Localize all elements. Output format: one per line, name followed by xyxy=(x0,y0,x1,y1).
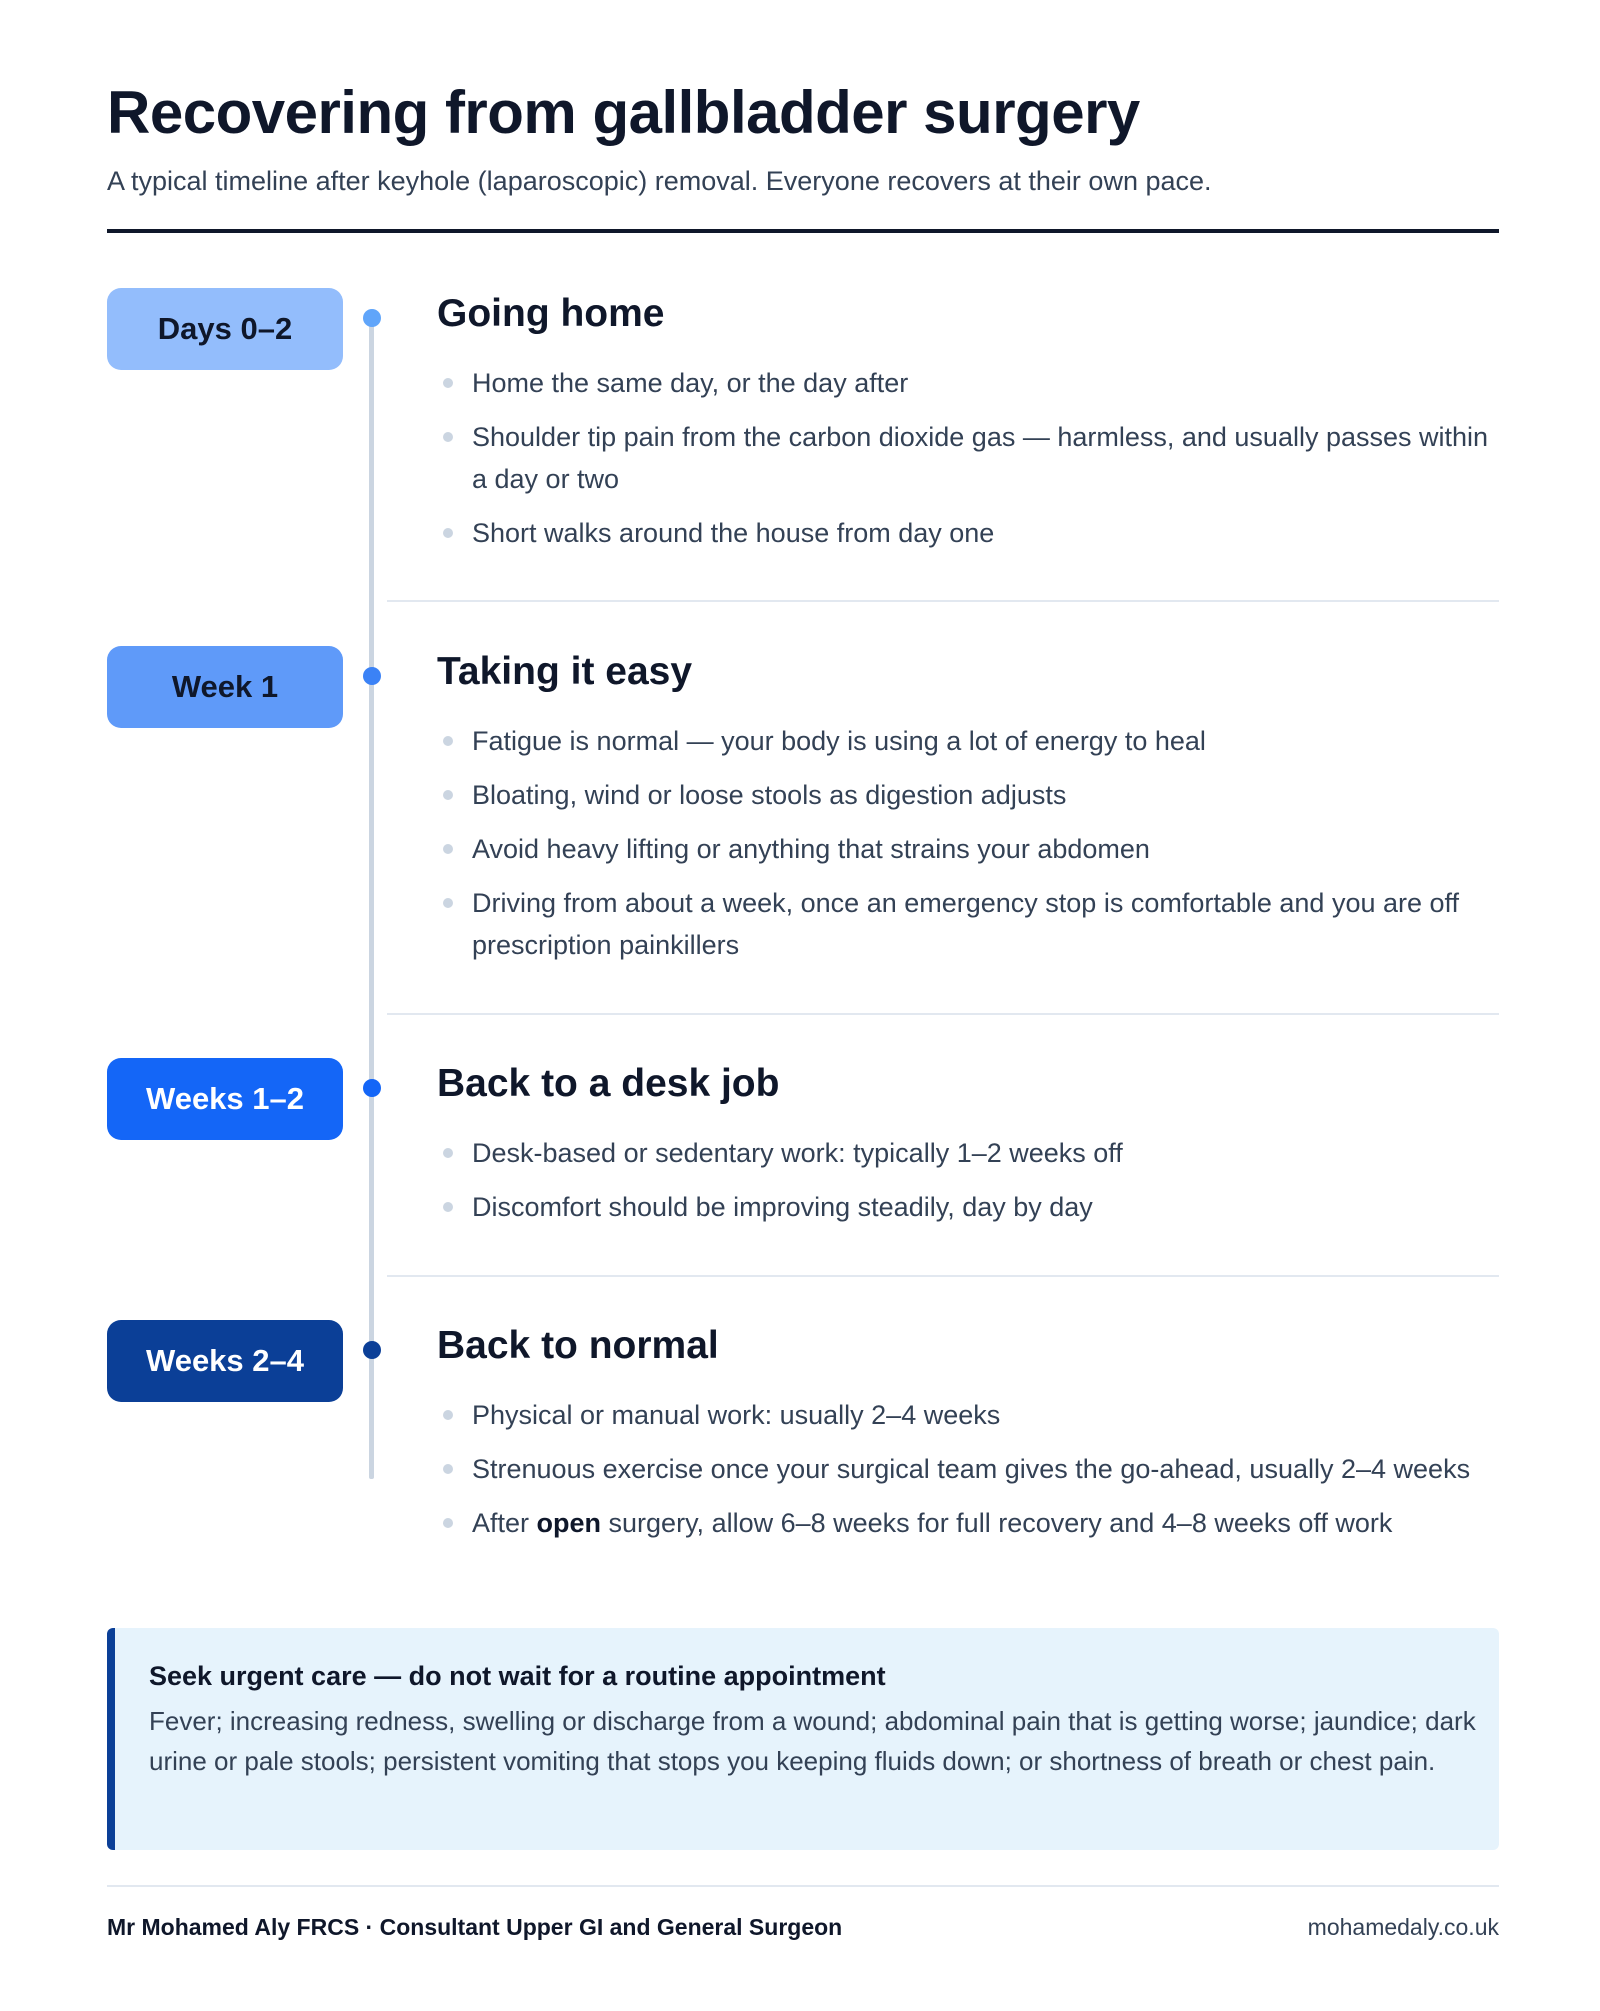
stage-badge: Weeks 2–4 xyxy=(107,1320,343,1402)
bullet-icon xyxy=(443,528,453,538)
stage-heading: Going home xyxy=(437,292,665,335)
bullet-icon xyxy=(443,378,453,388)
stage-heading: Back to normal xyxy=(437,1324,719,1367)
timeline-line xyxy=(369,317,374,1479)
urgent-care-callout xyxy=(107,1628,1499,1850)
stage-badge: Days 0–2 xyxy=(107,288,343,370)
bullet-text: Avoid heavy lifting or anything that strains your abdomen xyxy=(472,834,1150,864)
bullet-text: Discomfort should be improving steadily, day by day xyxy=(472,1192,1093,1222)
stage-heading: Taking it easy xyxy=(437,650,693,693)
bullet-icon xyxy=(443,736,453,746)
bullet-icon xyxy=(443,432,453,442)
timeline-dot xyxy=(363,1079,381,1097)
title-divider xyxy=(107,229,1499,233)
bullet-text-emphasis: open xyxy=(536,1508,602,1538)
bullet-text: Driving from about a week, once an emergency stop is comfortable and you are off prescription painkillers xyxy=(472,888,1460,960)
list-item xyxy=(437,416,1499,500)
stage-badge: Weeks 1–2 xyxy=(107,1058,343,1140)
stage-heading: Back to a desk job xyxy=(437,1062,780,1105)
bullet-icon xyxy=(443,790,453,800)
bullet-text: Bloating, wind or loose stools as digestion adjusts xyxy=(472,780,1067,810)
stage-bullet-list xyxy=(437,720,1499,978)
bullet-icon xyxy=(443,1518,453,1528)
bullet-icon xyxy=(443,898,453,908)
bullet-icon xyxy=(443,844,453,854)
list-item xyxy=(437,1448,1499,1490)
bullet-text: Shoulder tip pain from the carbon dioxide gas — harmless, and usually passes within a day or two xyxy=(472,422,1489,494)
page-subtitle: A typical timeline after keyhole (laparoscopic) removal. Everyone recovers at their own pace. xyxy=(107,166,1212,196)
bullet-text: Physical or manual work: usually 2–4 weeks xyxy=(472,1400,1001,1430)
bullet-text: Desk-based or sedentary work: typically 1–2 weeks off xyxy=(472,1138,1123,1168)
list-item xyxy=(437,512,1499,554)
bullet-icon xyxy=(443,1464,453,1474)
stage-bullet-list xyxy=(437,362,1499,566)
list-item xyxy=(437,1132,1499,1174)
footer-divider xyxy=(107,1885,1499,1887)
footer-author: Mr Mohamed Aly FRCS · Consultant Upper GI and General Surgeon xyxy=(107,1914,843,1940)
bullet-icon xyxy=(443,1148,453,1158)
list-item xyxy=(437,774,1499,816)
callout-title: Seek urgent care — do not wait for a routine appointment xyxy=(149,1661,886,1691)
timeline-dot xyxy=(363,667,381,685)
bullet-text: Strenuous exercise once your surgical team gives the go-ahead, usually 2–4 weeks xyxy=(472,1454,1471,1484)
list-item xyxy=(437,828,1499,870)
timeline-dot xyxy=(363,309,381,327)
stage-bullet-list xyxy=(437,1394,1499,1556)
list-item xyxy=(437,1502,1499,1544)
stage-badge: Week 1 xyxy=(107,646,343,728)
bullet-text: Home the same day, or the day after xyxy=(472,368,909,398)
bullet-text: Short walks around the house from day one xyxy=(472,518,995,548)
list-item xyxy=(437,1186,1499,1228)
list-item xyxy=(437,1394,1499,1436)
callout-body: Fever; increasing redness, swelling or discharge from a wound; abdominal pain that is getting worse; jaundice; dark urine or pale stools; persistent vomiting that stops you keeping fluids down; or shortness of breath or chest pain. xyxy=(149,1706,1476,1776)
page-title: Recovering from gallbladder surgery xyxy=(107,79,1140,146)
list-item xyxy=(437,882,1499,966)
section-divider xyxy=(387,600,1499,602)
bullet-text-suffix: surgery, allow 6–8 weeks for full recovery and 4–8 weeks off work xyxy=(601,1508,1393,1538)
stage-bullet-list xyxy=(437,1132,1499,1240)
bullet-icon xyxy=(443,1410,453,1420)
section-divider xyxy=(387,1275,1499,1277)
section-divider xyxy=(387,1013,1499,1015)
bullet-text-prefix: After xyxy=(472,1508,537,1538)
list-item xyxy=(437,362,1499,404)
page xyxy=(107,0,1499,2011)
list-item xyxy=(437,720,1499,762)
bullet-icon xyxy=(443,1202,453,1212)
timeline-dot xyxy=(363,1341,381,1359)
footer-website: mohamedaly.co.uk xyxy=(1307,1914,1499,1940)
bullet-text: Fatigue is normal — your body is using a lot of energy to heal xyxy=(472,726,1206,756)
